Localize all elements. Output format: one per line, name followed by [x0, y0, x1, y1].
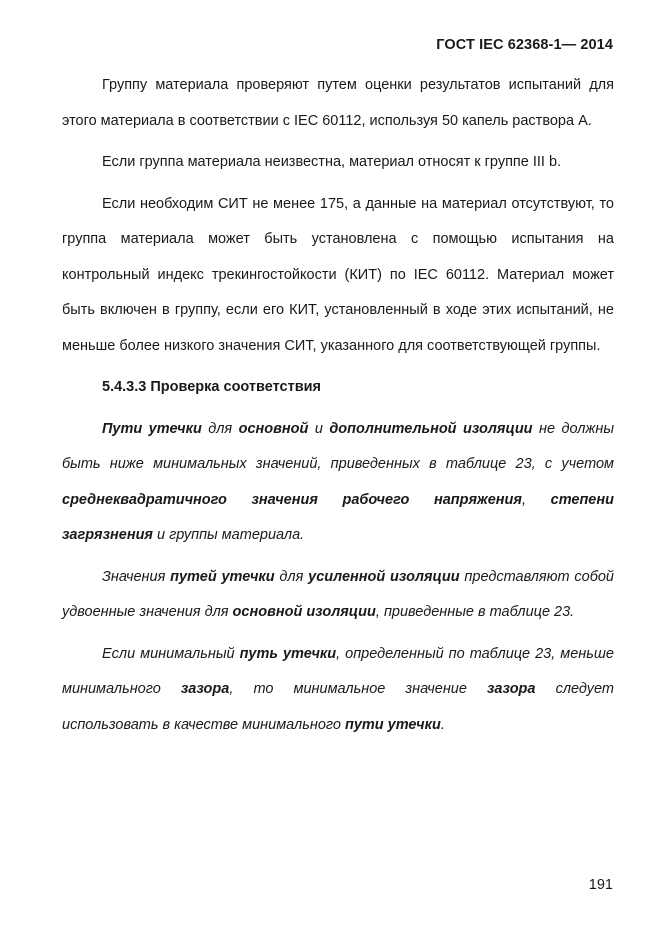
page-body: [62, 68, 614, 743]
term: путь утечки: [239, 645, 337, 662]
term: степени загрязнения: [62, 491, 614, 543]
term: зазора: [180, 681, 230, 697]
requirement-reinforced-insulation: Значения путей утечки для усиленной изоляции представляют собой удвоенные значения для основной изоляции, приведенные в таблице 23.: [62, 568, 614, 620]
document-header: ГОСТ IEC 62368-1— 2014: [436, 37, 613, 53]
term: Пути утечки: [102, 420, 202, 437]
paragraph-cti-test: Если необходим СИТ не менее 175, а данные на материал отсутствуют, то группа материала может быть установлена с помощью испытания на контрольный индекс трекингостойкости (КИТ) по IEC 60112. Материал может быть включен в группу, если его КИТ, установленный в ходе этих испытаний, не меньше более низкого значения СИТ, указанного для соответствующей группы.: [62, 195, 614, 354]
section-heading: 5.4.3.3 Проверка соответствия: [102, 379, 321, 395]
term: основной изоляции: [232, 604, 376, 620]
paragraph-unknown-group: Если группа материала неизвестна, материал относят к группе III b.: [102, 154, 562, 170]
term: основной: [238, 420, 309, 437]
requirement-clearance-substitute: Если минимальный путь утечки, определенный по таблице 23, меньше минимального зазора, то минимальное значение зазора следует использовать в качестве минимального пути утечки.: [62, 645, 614, 733]
requirement-creepage-minimum: Пути утечки для основной и дополнительной изоляции не должны быть ниже минимальных значений, приведенных в таблице 23, с учетом среднеквадратичного значения рабочего напряжения, степени загрязнения и группы материала.: [62, 420, 615, 543]
term: среднеквадратичного значения рабочего напряжения: [62, 491, 522, 508]
page-number: 191: [588, 877, 613, 893]
term: усиленной изоляции: [308, 568, 460, 585]
paragraph-material-group-check: Группу материала проверяют путем оценки результатов испытаний для этого материала в соответствии с IEC 60112, используя 50 капель раствора А.: [62, 77, 614, 129]
term: зазора: [487, 681, 536, 697]
term: дополнительной изоляции: [329, 420, 533, 437]
term: пути утечки: [344, 716, 441, 733]
term: путей утечки: [170, 568, 275, 585]
